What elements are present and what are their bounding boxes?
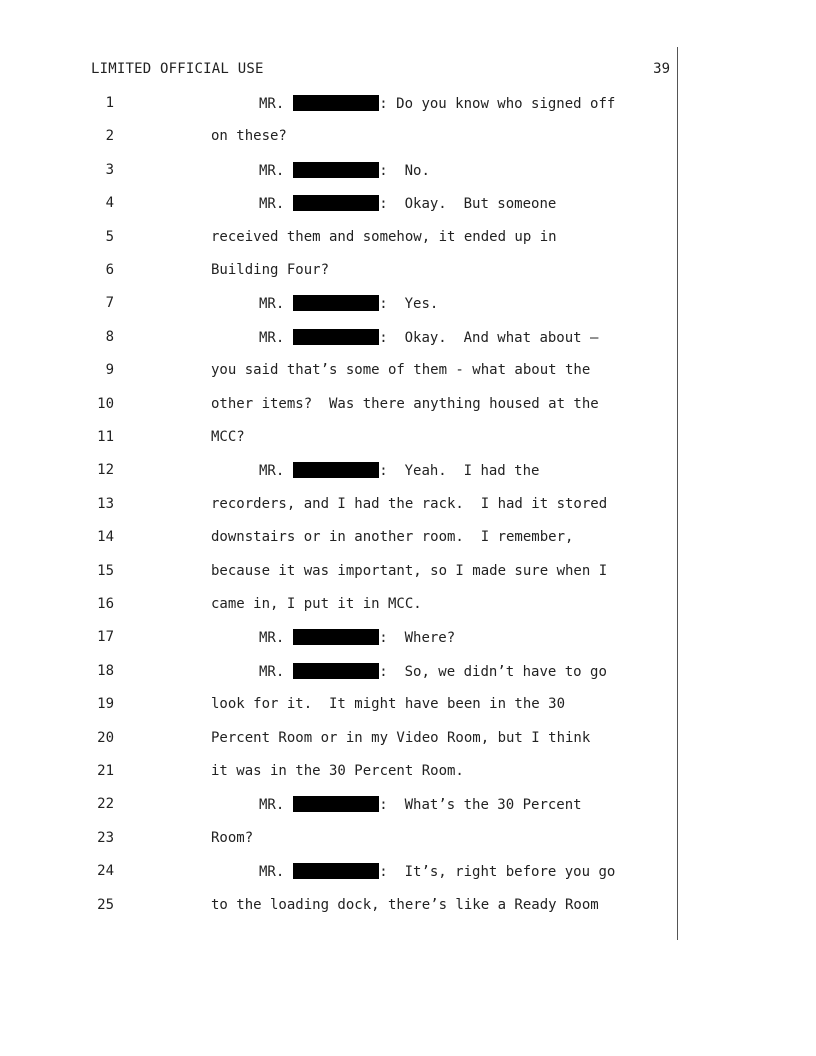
speaker-label: MR. bbox=[259, 463, 285, 480]
speaker-label: MR. bbox=[259, 864, 285, 881]
line-text bbox=[259, 629, 455, 646]
line-text: because it was important, so I made sure when I bbox=[211, 562, 608, 579]
line-number: 16 bbox=[97, 596, 114, 612]
redaction-box bbox=[293, 863, 379, 879]
transcript-line bbox=[0, 863, 700, 887]
transcript-line bbox=[0, 295, 700, 319]
transcript-line bbox=[0, 796, 700, 820]
spoken-text: : It’s, right before you go bbox=[379, 864, 616, 881]
transcript-line bbox=[0, 730, 700, 754]
transcript-line bbox=[0, 596, 700, 620]
transcript-line bbox=[0, 763, 700, 787]
transcript-line bbox=[0, 229, 700, 253]
transcript-line bbox=[0, 429, 700, 453]
line-text: Room? bbox=[211, 829, 254, 846]
redaction-box bbox=[293, 462, 379, 478]
line-text: MCC? bbox=[211, 429, 245, 445]
line-number: 19 bbox=[97, 696, 114, 713]
transcript-line bbox=[0, 128, 700, 152]
redaction-box bbox=[293, 95, 379, 111]
redaction-box bbox=[293, 162, 379, 178]
line-text: Building Four? bbox=[211, 262, 330, 278]
spoken-text: : Yes. bbox=[379, 296, 439, 313]
line-number: 8 bbox=[105, 328, 114, 345]
line-number: 7 bbox=[105, 295, 114, 312]
spoken-text: : Yeah. I had the bbox=[379, 463, 540, 480]
redaction-box bbox=[293, 329, 379, 345]
line-text bbox=[259, 796, 582, 813]
line-text: look for it. It might have been in the 30 bbox=[211, 696, 566, 713]
line-text: came in, I put it in MCC. bbox=[211, 596, 422, 612]
redaction-box bbox=[293, 195, 379, 211]
line-text: on these? bbox=[211, 128, 287, 145]
line-number: 17 bbox=[97, 629, 114, 646]
line-number: 21 bbox=[97, 763, 114, 779]
line-number: 11 bbox=[97, 429, 114, 445]
line-number: 13 bbox=[97, 495, 114, 512]
transcript-line bbox=[0, 462, 700, 486]
line-number: 10 bbox=[97, 395, 114, 412]
transcript-line bbox=[0, 329, 700, 353]
spoken-text: : Okay. But someone bbox=[379, 196, 557, 213]
spoken-text: : Do you know who signed off bbox=[379, 96, 616, 112]
transcript-line bbox=[0, 897, 700, 921]
line-text: recorders, and I had the rack. I had it stored bbox=[211, 495, 608, 512]
line-text bbox=[259, 295, 438, 312]
line-number: 25 bbox=[97, 896, 114, 913]
redaction-box bbox=[293, 796, 379, 812]
transcript-line bbox=[0, 162, 700, 186]
transcript-line bbox=[0, 95, 700, 119]
speaker-label: MR. bbox=[259, 296, 285, 313]
speaker-label: MR. bbox=[259, 96, 285, 112]
redaction-box bbox=[293, 295, 379, 311]
line-text: to the loading dock, there’s like a Ready Room bbox=[211, 896, 599, 913]
transcript-line bbox=[0, 696, 700, 720]
line-number: 14 bbox=[97, 529, 114, 546]
speaker-label: MR. bbox=[259, 630, 285, 647]
spoken-text: : Where? bbox=[379, 630, 456, 647]
line-text bbox=[259, 329, 598, 346]
line-text bbox=[259, 162, 430, 179]
spoken-text: : No. bbox=[379, 162, 430, 179]
redaction-box bbox=[293, 663, 379, 679]
spoken-text: : Okay. And what about – bbox=[379, 329, 599, 346]
line-number: 15 bbox=[97, 562, 114, 579]
line-text: you said that’s some of them - what about the bbox=[211, 362, 591, 379]
transcript-line bbox=[0, 195, 700, 219]
line-number: 2 bbox=[105, 128, 114, 145]
speaker-label: MR. bbox=[259, 329, 285, 346]
transcript-line bbox=[0, 830, 700, 854]
line-number: 9 bbox=[105, 362, 114, 379]
speaker-label: MR. bbox=[259, 797, 285, 814]
speaker-label: MR. bbox=[259, 196, 285, 213]
line-number: 18 bbox=[97, 662, 114, 679]
line-text bbox=[259, 462, 539, 479]
page-number: 39 bbox=[653, 61, 670, 77]
line-number: 22 bbox=[97, 796, 114, 813]
line-text bbox=[259, 95, 615, 112]
transcript-line bbox=[0, 663, 700, 687]
line-text: other items? Was there anything housed at the bbox=[211, 395, 599, 412]
line-text: it was in the 30 Percent Room. bbox=[211, 763, 464, 779]
line-number: 4 bbox=[105, 195, 114, 212]
redaction-box bbox=[293, 629, 379, 645]
line-text bbox=[259, 195, 556, 212]
speaker-label: MR. bbox=[259, 663, 285, 680]
transcript-line bbox=[0, 396, 700, 420]
line-number: 23 bbox=[97, 829, 114, 846]
line-number: 3 bbox=[105, 161, 114, 178]
transcript-line bbox=[0, 563, 700, 587]
line-text: Percent Room or in my Video Room, but I think bbox=[211, 729, 591, 746]
line-text bbox=[259, 863, 615, 880]
speaker-label: MR. bbox=[259, 162, 285, 179]
line-text: downstairs or in another room. I remember, bbox=[211, 529, 574, 546]
transcript-line bbox=[0, 496, 700, 520]
line-number: 24 bbox=[97, 863, 114, 880]
transcript-line bbox=[0, 529, 700, 553]
spoken-text: : So, we didn’t have to go bbox=[379, 663, 607, 680]
transcript-line bbox=[0, 262, 700, 286]
transcript-line bbox=[0, 629, 700, 653]
line-number: 6 bbox=[105, 262, 114, 278]
line-number: 1 bbox=[105, 95, 114, 111]
spoken-text: : What’s the 30 Percent bbox=[379, 797, 582, 814]
line-text: received them and somehow, it ended up in bbox=[211, 228, 557, 245]
line-number: 20 bbox=[97, 729, 114, 746]
line-number: 5 bbox=[105, 228, 114, 245]
transcript-line bbox=[0, 362, 700, 386]
line-number: 12 bbox=[97, 462, 114, 479]
classification-header: LIMITED OFFICIAL USE bbox=[91, 61, 264, 77]
line-text bbox=[259, 663, 607, 680]
